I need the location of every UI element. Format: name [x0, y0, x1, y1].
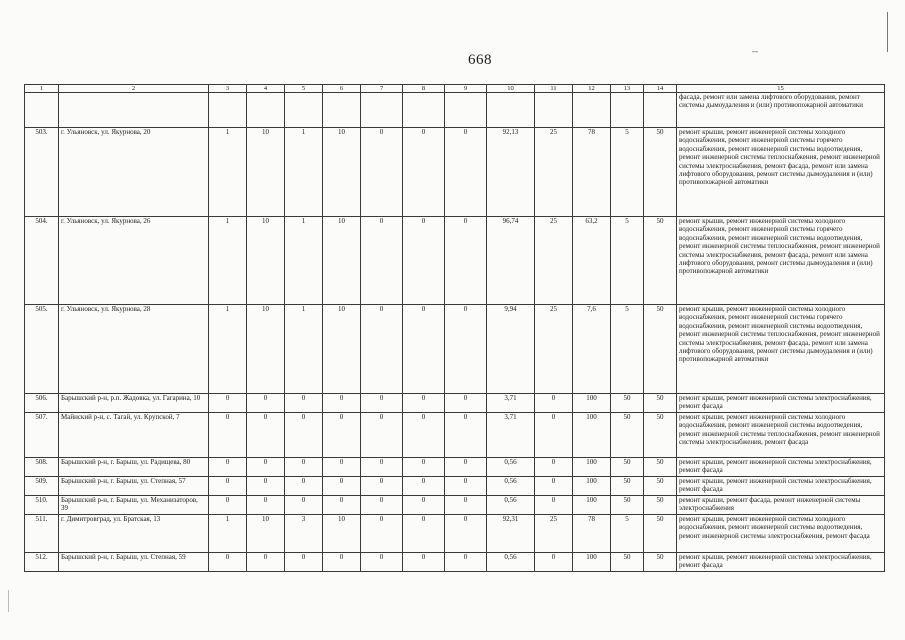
table-row [25, 394, 885, 413]
cell: 10 [323, 305, 361, 394]
cell: 0 [247, 553, 285, 572]
cell: 0 [535, 394, 573, 413]
cell: 1 [209, 128, 247, 217]
address-cell: Барышский р-н, р.п. Жадовка, ул. Гагарина, 10 [59, 394, 209, 413]
works-cell: ремонт крыши, ремонт инженерной системы электроснабжения, ремонт фасада [677, 553, 885, 572]
cell [25, 93, 59, 128]
address-cell: Барышский р-н, г. Барыш, ул. Степная, 59 [59, 553, 209, 572]
cell: 0 [445, 496, 487, 515]
scan-edge-mark [8, 590, 9, 612]
cell: 7,6 [573, 305, 611, 394]
row-number: 506. [25, 394, 59, 413]
column-header: 3 [209, 85, 247, 93]
cell: 1 [209, 217, 247, 305]
column-header: 13 [611, 85, 644, 93]
dash-mark: -- [752, 46, 758, 56]
column-header: 9 [445, 85, 487, 93]
cell [361, 93, 403, 128]
cell: 50 [644, 458, 677, 477]
address-cell: г. Ульяновск, ул. Якурнова, 20 [59, 128, 209, 217]
works-cell: фасада, ремонт или замена лифтового оборудования, ремонт системы дымоудаления и (или) противопожарной автоматики [677, 93, 885, 128]
cell: 0 [209, 477, 247, 496]
cell: 0 [403, 413, 445, 458]
cell: 78 [573, 515, 611, 553]
row-number: 510. [25, 496, 59, 515]
cell: 3,71 [487, 413, 535, 458]
column-header: 8 [403, 85, 445, 93]
table-row [25, 458, 885, 477]
cell: 10 [247, 217, 285, 305]
column-number-row [25, 85, 885, 93]
cell [59, 93, 209, 128]
works-cell: ремонт крыши, ремонт инженерной системы электроснабжения, ремонт фасада [677, 458, 885, 477]
cell: 0 [403, 217, 445, 305]
cell: 0 [361, 413, 403, 458]
cell: 78 [573, 128, 611, 217]
address-cell: г. Ульяновск, ул. Якурнова, 26 [59, 217, 209, 305]
cell: 0 [285, 496, 323, 515]
cell: 0 [403, 394, 445, 413]
cell: 96,74 [487, 217, 535, 305]
cell: 0 [361, 496, 403, 515]
cell: 50 [644, 128, 677, 217]
scan-edge-line [887, 12, 888, 52]
cell: 0,56 [487, 553, 535, 572]
cell: 0 [209, 496, 247, 515]
cell: 0 [247, 413, 285, 458]
cell: 100 [573, 477, 611, 496]
cell: 50 [611, 477, 644, 496]
cell: 0 [361, 217, 403, 305]
cell: 92,13 [487, 128, 535, 217]
cell: 1 [285, 305, 323, 394]
column-header: 10 [487, 85, 535, 93]
cell: 0 [403, 477, 445, 496]
cell: 5 [611, 128, 644, 217]
cell: 63,2 [573, 217, 611, 305]
table-row [25, 477, 885, 496]
works-cell: ремонт крыши, ремонт инженерной системы электроснабжения, ремонт фасада [677, 394, 885, 413]
row-number: 505. [25, 305, 59, 394]
table-row [25, 413, 885, 458]
works-cell: ремонт крыши, ремонт инженерной системы электроснабжения, ремонт фасада [677, 477, 885, 496]
cell: 0 [361, 305, 403, 394]
cell: 0 [285, 413, 323, 458]
cell [445, 93, 487, 128]
cell: 9,94 [487, 305, 535, 394]
column-header: 12 [573, 85, 611, 93]
cell: 10 [323, 217, 361, 305]
works-cell: ремонт крыши, ремонт инженерной системы холодного водоснабжения, ремонт инженерной системы водоотведения, ремонт инженерной системы электроснабжения, ремонт фасада [677, 515, 885, 553]
column-header: 7 [361, 85, 403, 93]
cell: 5 [611, 515, 644, 553]
cell: 0 [247, 496, 285, 515]
row-number: 508. [25, 458, 59, 477]
works-cell: ремонт крыши, ремонт инженерной системы холодного водоснабжения, ремонт инженерной системы горячего водоснабжения, ремонт инженерной системы водоотведения, ремонт инженерной системы теплоснабжения, ремонт инженерной системы электроснабжения, ремонт фасада, ремонт или замена лифтового оборудования, ремонт системы дымоудаления и (или) противопожарной автоматики [677, 217, 885, 305]
cell: 0 [209, 553, 247, 572]
cell: 0 [247, 394, 285, 413]
column-header: 15 [677, 85, 885, 93]
address-cell: Барышский р-н, г. Барыш, ул. Радищева, 80 [59, 458, 209, 477]
cell: 0 [209, 413, 247, 458]
column-header: 5 [285, 85, 323, 93]
cell: 0 [445, 128, 487, 217]
cell: 0 [247, 458, 285, 477]
cell: 0 [361, 458, 403, 477]
cell: 10 [323, 515, 361, 553]
table-row [25, 515, 885, 553]
cell: 0 [445, 477, 487, 496]
row-number: 503. [25, 128, 59, 217]
cell: 50 [611, 496, 644, 515]
cell: 0 [323, 553, 361, 572]
cell: 0,56 [487, 458, 535, 477]
cell [403, 93, 445, 128]
cell: 0 [209, 458, 247, 477]
table-row [25, 217, 885, 305]
cell: 0 [445, 305, 487, 394]
cell: 50 [644, 515, 677, 553]
cell: 50 [644, 496, 677, 515]
address-cell: г. Ульяновск, ул. Якурнова, 28 [59, 305, 209, 394]
cell: 0 [285, 477, 323, 496]
table-row [25, 305, 885, 394]
cell: 0 [285, 458, 323, 477]
cell: 0 [361, 477, 403, 496]
cell: 0 [403, 305, 445, 394]
works-cell: ремонт крыши, ремонт инженерной системы холодного водоснабжения, ремонт инженерной системы водоотведения, ремонт инженерной системы теплоснабжения, ремонт инженерной системы электроснабжения, ремонт фасада [677, 413, 885, 458]
cell: 0 [361, 553, 403, 572]
cell: 0 [323, 496, 361, 515]
cell: 3 [285, 515, 323, 553]
cell: 0 [445, 413, 487, 458]
cell: 0 [445, 217, 487, 305]
cell: 50 [611, 413, 644, 458]
cell [209, 93, 247, 128]
cell: 25 [535, 128, 573, 217]
cell: 50 [611, 553, 644, 572]
cell: 0 [323, 413, 361, 458]
cell: 10 [247, 515, 285, 553]
cell: 0 [361, 128, 403, 217]
address-cell: Майнский р-н, с. Тагай, ул. Крупской, 7 [59, 413, 209, 458]
column-header: 6 [323, 85, 361, 93]
cell [611, 93, 644, 128]
cell: 25 [535, 515, 573, 553]
cell: 0 [445, 515, 487, 553]
cell: 0 [323, 477, 361, 496]
table-row [25, 496, 885, 515]
cell: 0 [535, 553, 573, 572]
cell: 0 [445, 458, 487, 477]
cell: 10 [247, 128, 285, 217]
column-header: 2 [59, 85, 209, 93]
column-header: 11 [535, 85, 573, 93]
cell [535, 93, 573, 128]
row-number: 504. [25, 217, 59, 305]
column-header: 14 [644, 85, 677, 93]
cell: 1 [285, 217, 323, 305]
column-header: 4 [247, 85, 285, 93]
cell: 25 [535, 217, 573, 305]
cell: 5 [611, 217, 644, 305]
row-number: 509. [25, 477, 59, 496]
cell: 50 [611, 394, 644, 413]
row-number: 507. [25, 413, 59, 458]
cell [247, 93, 285, 128]
cell: 100 [573, 496, 611, 515]
cell: 0 [209, 394, 247, 413]
continuation-row [25, 93, 885, 128]
cell: 100 [573, 553, 611, 572]
cell: 25 [535, 305, 573, 394]
cell: 0,56 [487, 496, 535, 515]
table-row [25, 553, 885, 572]
row-number: 511. [25, 515, 59, 553]
cell: 0 [535, 496, 573, 515]
cell: 10 [247, 305, 285, 394]
cell: 0 [323, 394, 361, 413]
table-row [25, 128, 885, 217]
cell: 0 [361, 515, 403, 553]
cell: 92,31 [487, 515, 535, 553]
page-number: 668 [468, 52, 492, 68]
column-header: 1 [25, 85, 59, 93]
address-cell: г. Димитровград, ул. Братская, 13 [59, 515, 209, 553]
cell: 0 [285, 553, 323, 572]
cell: 10 [323, 128, 361, 217]
cell [323, 93, 361, 128]
cell [285, 93, 323, 128]
cell: 0 [535, 477, 573, 496]
cell: 0 [323, 458, 361, 477]
cell: 1 [285, 128, 323, 217]
cell: 100 [573, 458, 611, 477]
cell: 50 [611, 458, 644, 477]
repair-program-table [24, 84, 885, 572]
cell [573, 93, 611, 128]
cell: 3,71 [487, 394, 535, 413]
cell: 0 [403, 496, 445, 515]
cell: 0 [535, 413, 573, 458]
cell: 100 [573, 394, 611, 413]
cell: 0 [285, 394, 323, 413]
cell: 0,56 [487, 477, 535, 496]
cell: 50 [644, 477, 677, 496]
cell: 1 [209, 515, 247, 553]
cell: 0 [403, 128, 445, 217]
cell: 50 [644, 553, 677, 572]
cell: 0 [445, 394, 487, 413]
cell: 0 [403, 458, 445, 477]
cell: 0 [445, 553, 487, 572]
cell: 50 [644, 305, 677, 394]
cell: 0 [361, 394, 403, 413]
cell: 0 [247, 477, 285, 496]
cell: 0 [403, 553, 445, 572]
cell: 5 [611, 305, 644, 394]
cell: 1 [209, 305, 247, 394]
cell: 50 [644, 217, 677, 305]
works-cell: ремонт крыши, ремонт инженерной системы холодного водоснабжения, ремонт инженерной системы горячего водоснабжения, ремонт инженерной системы водоотведения, ремонт инженерной системы теплоснабжения, ремонт инженерной системы электроснабжения, ремонт фасада, ремонт или замена лифтового оборудования, ремонт системы дымоудаления и (или) противопожарной автоматики [677, 128, 885, 217]
row-number: 512. [25, 553, 59, 572]
address-cell: Барышский р-н, г. Барыш, ул. Механизаторов, 39 [59, 496, 209, 515]
cell: 100 [573, 413, 611, 458]
cell: 50 [644, 413, 677, 458]
cell: 50 [644, 394, 677, 413]
address-cell: Барышский р-н, г. Барыш, ул. Степная, 57 [59, 477, 209, 496]
cell: 0 [535, 458, 573, 477]
cell [487, 93, 535, 128]
works-cell: ремонт крыши, ремонт фасада, ремонт инженерной системы электроснабжения [677, 496, 885, 515]
cell: 0 [403, 515, 445, 553]
works-cell: ремонт крыши, ремонт инженерной системы холодного водоснабжения, ремонт инженерной системы горячего водоснабжения, ремонт инженерной системы водоотведения, ремонт инженерной системы теплоснабжения, ремонт инженерной системы электроснабжения, ремонт фасада, ремонт или замена лифтового оборудования, ремонт системы дымоудаления и (или) противопожарной автоматики [677, 305, 885, 394]
cell [644, 93, 677, 128]
